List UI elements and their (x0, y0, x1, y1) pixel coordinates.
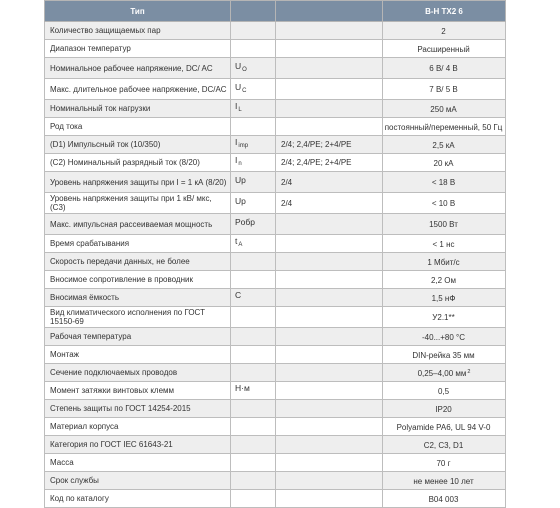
param-value (383, 154, 506, 172)
param-name: Момент затяжки винтовых клемм (45, 382, 231, 400)
param-name: Масса (45, 454, 231, 472)
param-value (383, 490, 506, 508)
symbol-main: Pобр (235, 216, 255, 227)
symbol-subscript: C (242, 87, 247, 94)
header-config (276, 1, 383, 22)
param-config: 2/4 (276, 172, 383, 193)
param-symbol (231, 454, 276, 472)
symbol-main: U (235, 60, 242, 71)
param-symbol (231, 436, 276, 454)
table-row (45, 436, 506, 454)
table-row (45, 136, 506, 154)
symbol-subscript: imp (238, 143, 249, 149)
param-config: 2/4; 2,4/PE; 2+4/PE (276, 154, 383, 172)
param-value (383, 382, 506, 400)
param-value (383, 307, 506, 328)
param-value (383, 472, 506, 490)
value-text: < 1 нс (432, 239, 455, 249)
table-row (45, 346, 506, 364)
value-text: У2.1** (432, 313, 455, 322)
symbol-main: U (235, 81, 242, 92)
param-config (276, 400, 383, 418)
symbol-subscript: n (238, 161, 242, 167)
param-name: Скорость передачи данных, не более (45, 253, 231, 271)
param-symbol (231, 418, 276, 436)
table-row (45, 172, 506, 193)
table-row (45, 100, 506, 118)
param-config (276, 382, 383, 400)
param-symbol (231, 346, 276, 364)
param-value (383, 253, 506, 271)
param-value (383, 400, 506, 418)
param-config: 2/4 (276, 193, 383, 214)
value-text: 7 В/ 5 В (429, 85, 458, 94)
param-name: Материал корпуса (45, 418, 231, 436)
param-name: Уровень напряжения защиты при I = 1 кА (8/20) (45, 172, 231, 193)
param-symbol (231, 214, 276, 235)
table-row (45, 193, 506, 214)
table-row (45, 118, 506, 136)
param-name: Рабочая температура (45, 328, 231, 346)
param-value (383, 79, 506, 100)
value-text: 1500 Вт (429, 220, 458, 229)
param-name: Вносимая ёмкость (45, 289, 231, 307)
param-name: (D1) Импульсный ток (10/350) (45, 136, 231, 154)
param-config (276, 364, 383, 382)
table-row (45, 454, 506, 472)
param-value (383, 136, 506, 154)
param-name: Макс. импульсная рассеиваемая мощность (45, 214, 231, 235)
param-name: Уровень напряжения защиты при 1 кВ/ мкс, (C3) (45, 193, 231, 214)
table-row (45, 271, 506, 289)
param-symbol (231, 100, 276, 118)
header-model: B-H TX2 6 (383, 1, 506, 22)
value-text: 2,5 кА (432, 140, 455, 150)
symbol-main: I (235, 101, 238, 111)
param-config (276, 40, 383, 58)
param-name: Номинальное рабочее напряжение, DC/ AC (45, 58, 231, 79)
symbol-main: Н·м (235, 383, 250, 393)
param-name: Номинальный ток нагрузки (45, 100, 231, 118)
param-value (383, 346, 506, 364)
value-text: Расширенный (417, 44, 470, 54)
value-text: < 10 В (431, 199, 456, 208)
param-name: Монтаж (45, 346, 231, 364)
param-config (276, 79, 383, 100)
param-symbol (231, 328, 276, 346)
symbol-main: Up (235, 195, 246, 206)
param-config (276, 454, 383, 472)
table-row (45, 289, 506, 307)
param-symbol (231, 364, 276, 382)
param-symbol (231, 271, 276, 289)
table-row (45, 307, 506, 328)
value-text: IP20 (435, 404, 452, 414)
table-row (45, 382, 506, 400)
value-text: 2 (441, 26, 446, 36)
param-name: Макс. длительное рабочее напряжение, DC/AC (45, 79, 231, 100)
param-config (276, 22, 383, 40)
param-name: Категория по ГОСТ IEC 61643-21 (45, 436, 231, 454)
param-symbol (231, 193, 276, 214)
param-name: Время срабатывания (45, 235, 231, 253)
table-row (45, 235, 506, 253)
param-value (383, 193, 506, 214)
table-row (45, 40, 506, 58)
table-row (45, 154, 506, 172)
param-symbol (231, 118, 276, 136)
symbol-subscript: L (238, 107, 242, 113)
param-symbol (231, 58, 276, 79)
param-value (383, 235, 506, 253)
value-text: DIN-рейка 35 мм (412, 350, 475, 360)
value-text: 0,25–4,00 мм (417, 368, 467, 378)
table-row (45, 400, 506, 418)
param-config (276, 235, 383, 253)
table-row (45, 490, 506, 508)
symbol-main: I (235, 137, 238, 147)
table-row (45, 328, 506, 346)
value-text: 2,2 Ом (430, 275, 457, 285)
param-symbol (231, 79, 276, 100)
value-text: B04 003 (428, 494, 459, 504)
param-value (383, 436, 506, 454)
param-symbol (231, 382, 276, 400)
param-config (276, 472, 383, 490)
value-superscript: 2 (467, 368, 471, 375)
table-body (45, 22, 506, 508)
param-symbol (231, 40, 276, 58)
param-value (383, 418, 506, 436)
header-type: Тип (45, 1, 231, 22)
param-value (383, 100, 506, 118)
table-row (45, 58, 506, 79)
param-value (383, 364, 506, 382)
table-row (45, 472, 506, 490)
param-value (383, 172, 506, 193)
param-config (276, 214, 383, 235)
value-text: 70 г (436, 458, 451, 468)
param-config (276, 271, 383, 289)
param-name: (C2) Номинальный разрядный ток (8/20) (45, 154, 231, 172)
param-config (276, 328, 383, 346)
table-row (45, 364, 506, 382)
param-value (383, 328, 506, 346)
value-text: 250 мА (430, 104, 457, 114)
header-symbol (231, 1, 276, 22)
value-text: C2, C3, D1 (423, 440, 464, 450)
param-config (276, 418, 383, 436)
param-value (383, 22, 506, 40)
param-config (276, 490, 383, 508)
param-name: Степень защиты по ГОСТ 14254-2015 (45, 400, 231, 418)
param-symbol (231, 136, 276, 154)
param-symbol (231, 289, 276, 307)
value-text: 1 Мбит/с (427, 257, 460, 267)
value-text: не менее 10 лет (413, 476, 474, 486)
value-text: постоянный/переменный, 50 Гц (384, 122, 503, 132)
param-value (383, 58, 506, 79)
param-name: Вносимое сопротивление в проводник (45, 271, 231, 289)
table-row (45, 79, 506, 100)
param-config (276, 307, 383, 328)
param-name: Количество защищаемых пар (45, 22, 231, 40)
param-name: Сечение подключаемых проводов (45, 364, 231, 382)
param-config (276, 58, 383, 79)
param-symbol (231, 22, 276, 40)
symbol-main: I (235, 155, 238, 165)
param-name: Вид климатического исполнения по ГОСТ 15150-69 (45, 307, 231, 328)
param-symbol (231, 235, 276, 253)
spec-table-container (44, 0, 505, 508)
value-text: -40...+80 °C (422, 332, 465, 342)
symbol-main: Up (235, 174, 246, 185)
value-text: 6 В/ 4 В (429, 64, 458, 73)
param-name: Код по каталогу (45, 490, 231, 508)
param-value (383, 118, 506, 136)
value-text: 20 кА (433, 158, 454, 168)
table-row (45, 22, 506, 40)
symbol-subscript: O (242, 66, 247, 73)
param-value (383, 454, 506, 472)
param-value (383, 214, 506, 235)
param-name: Род тока (45, 118, 231, 136)
table-row (45, 418, 506, 436)
symbol-main: t (235, 236, 238, 246)
value-text: 1,5 нФ (431, 293, 456, 303)
param-value (383, 40, 506, 58)
spec-table (44, 0, 506, 508)
table-row (45, 253, 506, 271)
symbol-subscript: A (238, 242, 243, 248)
param-config (276, 253, 383, 271)
value-text: 0,5 (437, 386, 450, 396)
param-config: 2/4; 2,4/PE; 2+4/PE (276, 136, 383, 154)
param-symbol (231, 400, 276, 418)
param-symbol (231, 172, 276, 193)
param-config (276, 436, 383, 454)
table-header-row (45, 1, 506, 22)
param-symbol (231, 490, 276, 508)
param-config (276, 100, 383, 118)
param-name: Диапазон температур (45, 40, 231, 58)
value-text: Polyamide PA6, UL 94 V-0 (396, 422, 491, 432)
param-symbol (231, 253, 276, 271)
param-value (383, 271, 506, 289)
value-text: < 18 В (431, 178, 456, 187)
param-symbol (231, 472, 276, 490)
param-symbol (231, 307, 276, 328)
param-config (276, 289, 383, 307)
param-config (276, 118, 383, 136)
table-row (45, 214, 506, 235)
param-symbol (231, 154, 276, 172)
param-name: Срок службы (45, 472, 231, 490)
param-value (383, 289, 506, 307)
param-config (276, 346, 383, 364)
symbol-main: C (235, 290, 242, 300)
